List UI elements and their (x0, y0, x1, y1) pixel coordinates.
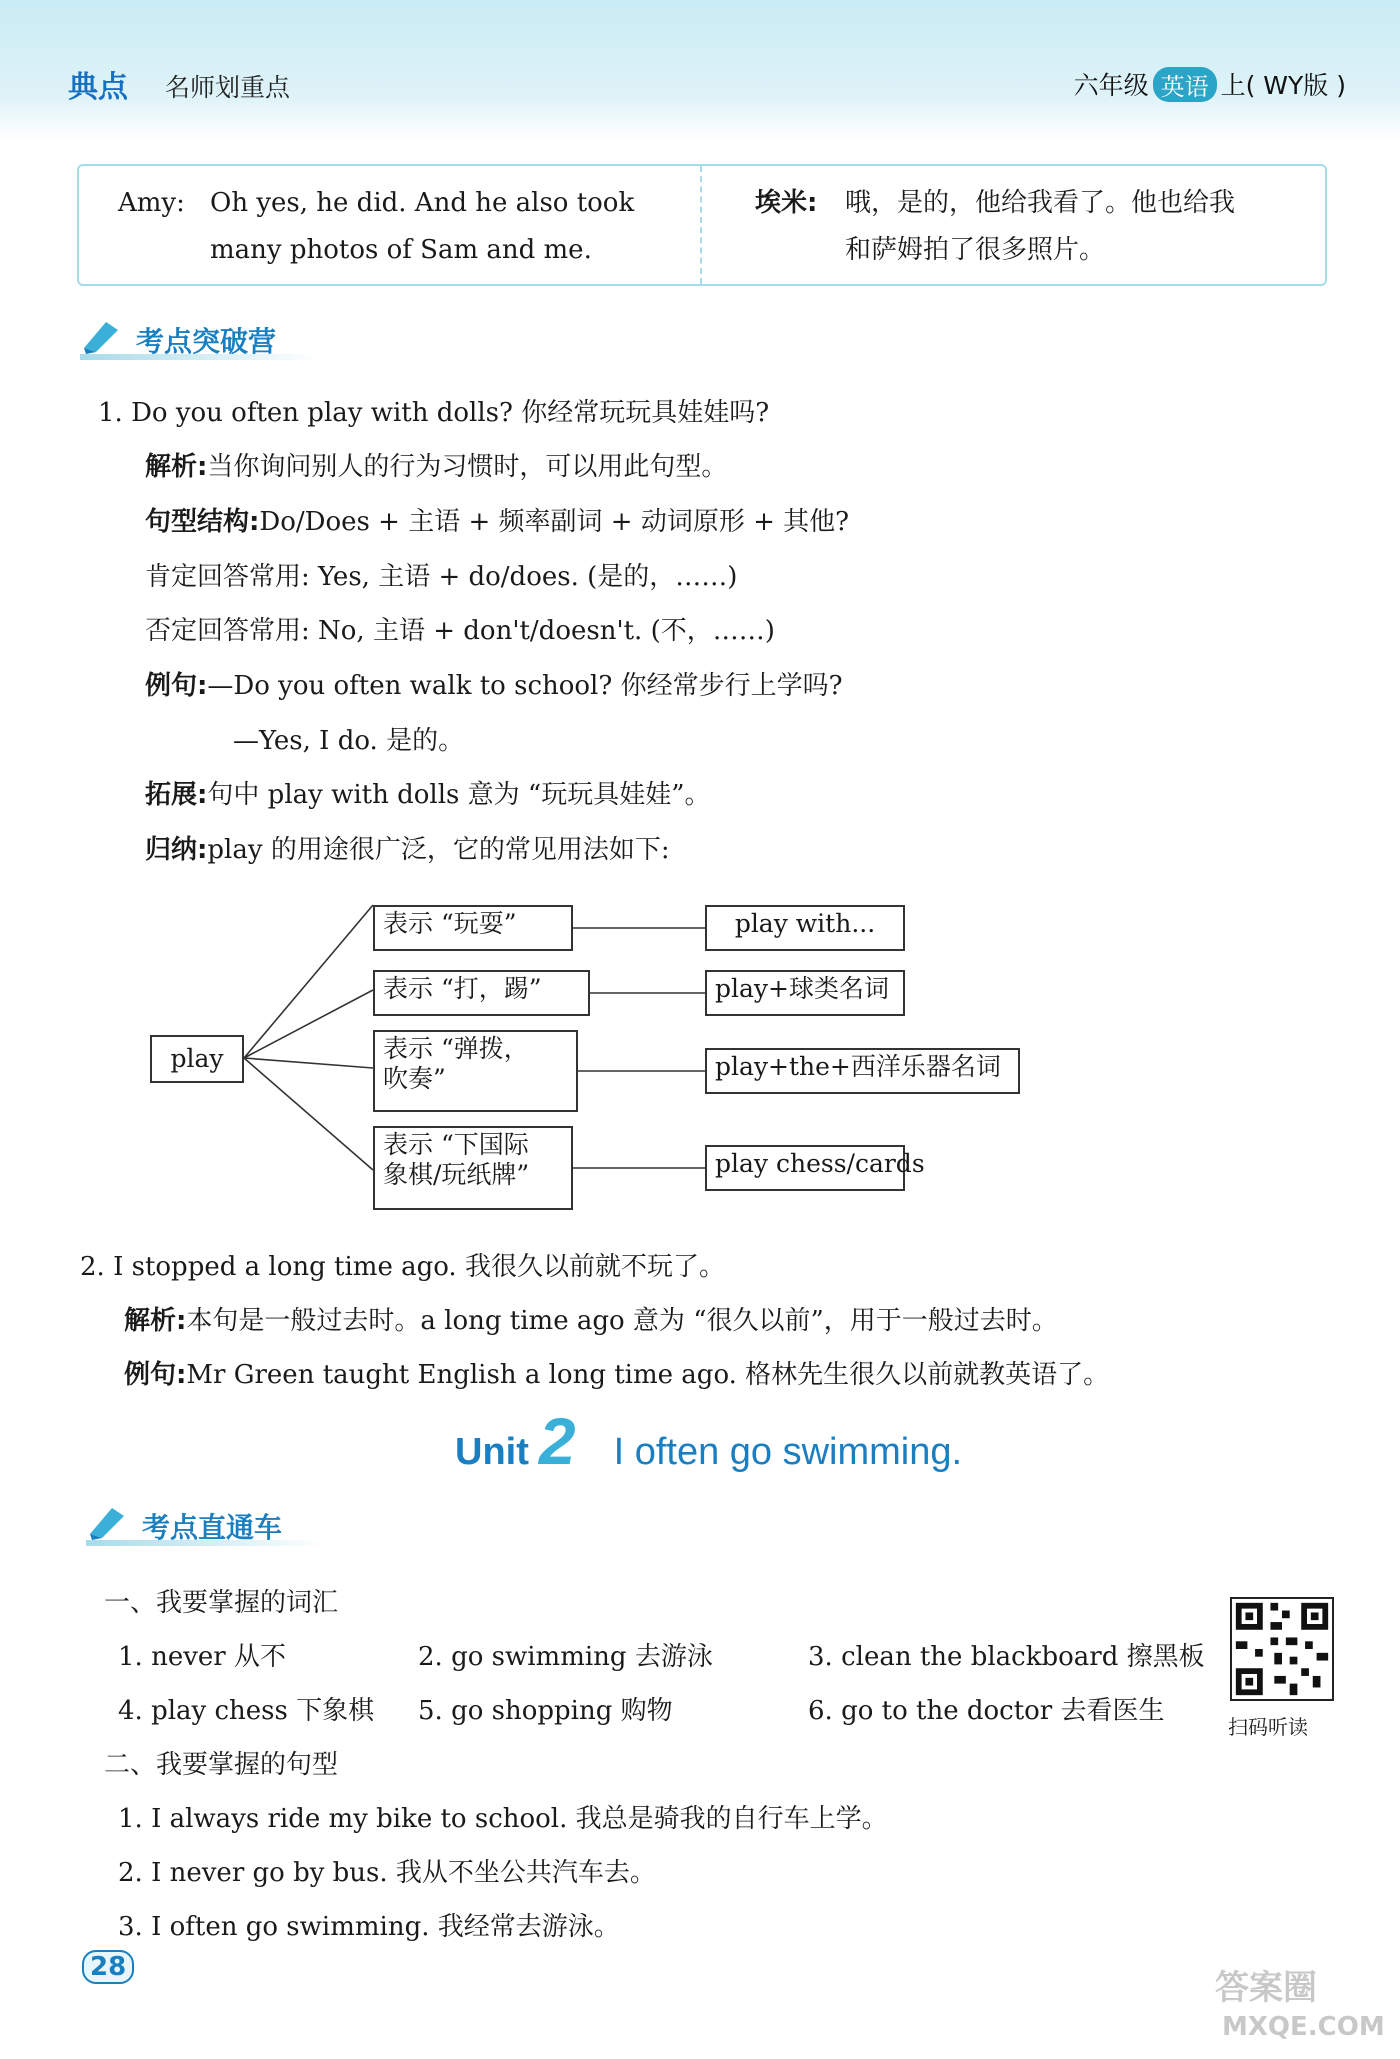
structure-label: 句型结构: (145, 507, 260, 537)
diagram-meaning-chess-line1: 表示 “下国际 (383, 1130, 529, 1159)
diagram-meaning-chess-line2: 象棋/玩纸牌” (383, 1160, 530, 1189)
edition-label: 上( WY版 ) (1220, 71, 1346, 100)
dialog-en-line2: many photos of Sam and me. (210, 235, 592, 265)
vocab-item: 2. go swimming 去游泳 (418, 1642, 713, 1672)
vocab-item: 1. never 从不 (118, 1642, 286, 1672)
item2-sentence: 2. I stopped a long time ago. 我很久以前就不玩了。 (80, 1252, 725, 1282)
watermark-logo: 答案圈 (1215, 1968, 1317, 2008)
diagram-usage-chess: play chess/cards (705, 1145, 905, 1191)
summary-label: 归纳: (145, 835, 208, 865)
vocab-item: 3. clean the blackboard 擦黑板 (808, 1642, 1205, 1672)
item1-sentence: 1. Do you often play with dolls? 你经常玩玩具娃娃吗? (98, 398, 770, 428)
vocab-heading: 一、我要掌握的词汇 (104, 1588, 339, 1618)
extend-text: 句中 play with dolls 意为 “玩玩具娃娃”。 (207, 780, 711, 810)
item1-example-answer: —Yes, I do. 是的。 (233, 726, 465, 756)
unit-title: I often go swimming. (613, 1431, 963, 1473)
example-question: —Do you often walk to school? 你经常步行上学吗? (207, 671, 843, 701)
diagram-usage-instrument: play+the+西洋乐器名词 (705, 1048, 1020, 1094)
analysis-text: 当你询问别人的行为习惯时，可以用此句型。 (207, 452, 728, 482)
dialog-zh-speaker: 埃米: (755, 188, 818, 218)
pencil-icon (86, 1504, 128, 1540)
example-label: 例句: (145, 671, 208, 701)
item2-analysis (124, 1304, 1058, 1338)
item2-example-label: 例句: (124, 1360, 187, 1390)
dialog-zh-line2: 和萨姆拍了很多照片。 (845, 235, 1106, 265)
item2-example (124, 1358, 1109, 1392)
diagram-root-play: play (150, 1035, 244, 1083)
sentence-heading: 二、我要掌握的句型 (104, 1750, 339, 1780)
unit-heading (455, 1404, 963, 1478)
extend-label: 拓展: (145, 780, 208, 810)
qr-code-icon[interactable] (1230, 1597, 1334, 1701)
summary-text: play 的用途很广泛，它的常见用法如下: (207, 835, 670, 865)
dialog-en-speaker: Amy: (118, 188, 185, 218)
qr-label: 扫码听读 (1228, 1715, 1308, 1739)
sentence-item: 2. I never go by bus. 我从不坐公共汽车去。 (118, 1858, 656, 1888)
diagram-usage-play-with: play with... (705, 905, 905, 951)
item1-negative: 否定回答常用: No, 主语 + don't/doesn't. (不，……) (145, 616, 775, 646)
item2-example-text: Mr Green taught English a long time ago. 格林先生很久以前就教英语了。 (186, 1360, 1110, 1390)
vocab-item: 6. go to the doctor 去看医生 (808, 1696, 1165, 1726)
diagram-meaning-chess (373, 1126, 573, 1210)
diagram-usage-ball: play+球类名词 (705, 970, 905, 1016)
section-title-direct: 考点直通车 (142, 1511, 283, 1544)
unit-label: Unit (455, 1431, 529, 1473)
analysis-label: 解析: (145, 452, 208, 482)
diagram-meaning-play: 表示 “玩耍” (373, 905, 573, 951)
grade-label: 六年级 (1073, 71, 1149, 100)
diagram-meaning-instrument (373, 1030, 578, 1112)
brand-logo: 典点 (68, 70, 128, 105)
sentence-item: 3. I often go swimming. 我经常去游泳。 (118, 1912, 620, 1942)
item2-analysis-label: 解析: (124, 1306, 187, 1336)
vocab-item: 4. play chess 下象棋 (118, 1696, 375, 1726)
diagram-meaning-instrument-line2: 吹奏” (383, 1064, 446, 1093)
section-title-breakthrough: 考点突破营 (136, 325, 277, 358)
item1-positive: 肯定回答常用: Yes, 主语 + do/does. (是的，……) (145, 562, 738, 592)
sentence-item: 1. I always ride my bike to school. 我总是骑我的自行车上学。 (118, 1804, 888, 1834)
unit-number: 2 (538, 1404, 576, 1478)
diagram-meaning-instrument-line1: 表示 “弹拨， (383, 1034, 529, 1063)
page-number: 28 (82, 1950, 134, 1984)
dialog-zh-line1: 哦，是的，他给我看了。他也给我 (845, 188, 1236, 218)
vocab-item: 5. go shopping 购物 (418, 1696, 673, 1726)
structure-text: Do/Does + 主语 + 频率副词 + 动词原形 + 其他? (259, 507, 850, 537)
subject-badge: 英语 (1153, 67, 1217, 102)
brand-subtitle: 名师划重点 (165, 73, 291, 102)
dialog-en-line1: Oh yes, he did. And he also took (210, 188, 635, 218)
watermark-url: MXQE.COM (1222, 2012, 1385, 2042)
diagram-meaning-hit-kick: 表示 “打，踢” (373, 970, 590, 1016)
item2-analysis-text: 本句是一般过去时。a long time ago 意为 “很久以前”，用于一般过去时。 (186, 1306, 1058, 1336)
